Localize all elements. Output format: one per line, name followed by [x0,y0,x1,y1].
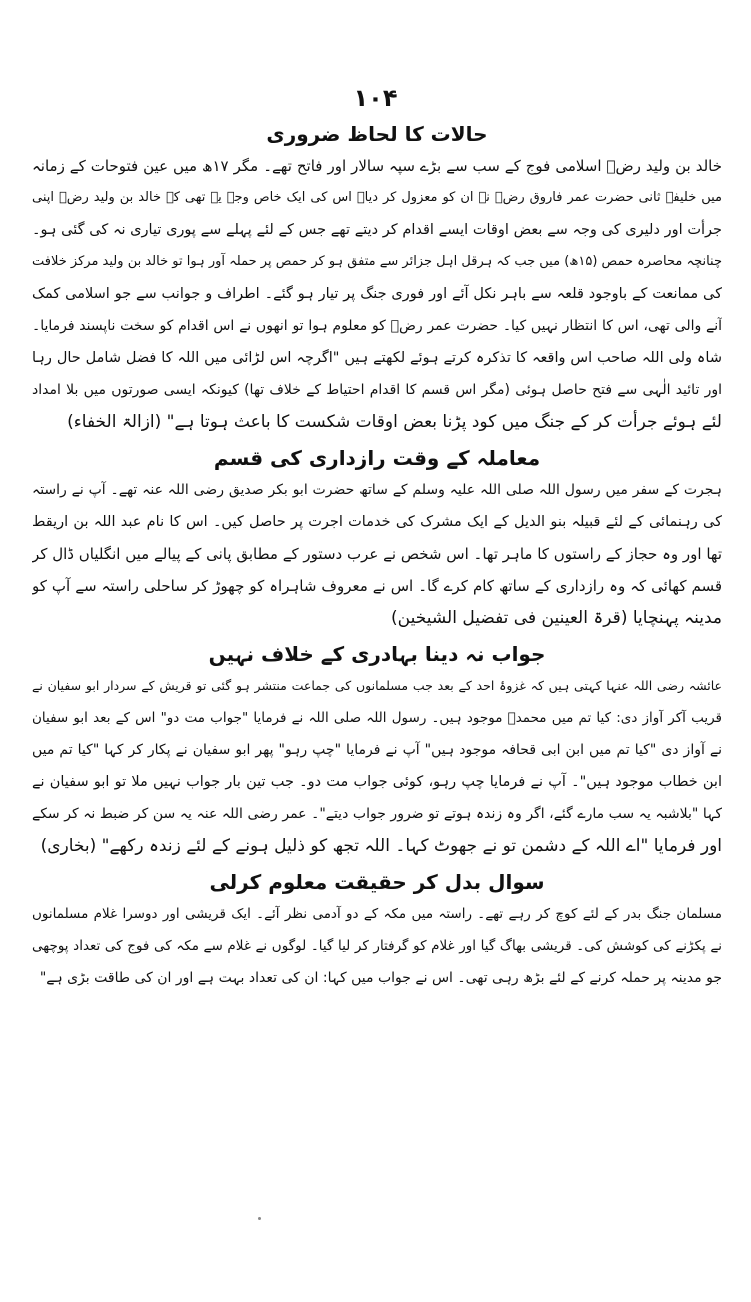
text-line: کی ممانعت کے باوجود قلعہ سے باہر نکل آئے اور فوری جنگ پر تیار ہو گئے۔ اطراف و جوانب سے جو اسلامی کمک [32,286,722,302]
text-line: آنے والی تھی، اس کا انتظار نہیں کیا۔ حضرت عمر رضؓ کو معلوم ہوا تو انھوں نے اس اقدام کو سخت ناپسند فرمایا۔ [32,318,722,334]
section-circumstances [32,118,722,438]
text-line: شاہ ولی اللہ صاحب اس واقعہ کا تذکرہ کرتے ہوئے لکھتے ہیں "اگرچہ اس لڑائی میں اللہ کا فضل شامل حال رہا [32,350,722,366]
text-line: اور فرمایا "اے اللہ کے دشمن تو نے جھوٹ کہا۔ اللہ تجھ کو ذلیل ہونے کے لئے زندہ رکھے" (بخاری) [40,836,722,856]
section-secrecy-oath [32,442,722,634]
text-line: عائشہ رضی اللہ عنہا کہتی ہیں کہ غزوۂ احد کے بعد جب مسلمانوں کی جماعت منتشر ہو گئی تو قریش کے سردار ابو سفیان نے [32,678,722,693]
section-heading: حالات کا لحاظ ضروری [266,122,488,146]
section-heading: معاملہ کے وقت رازداری کی قسم [213,446,541,470]
text-line: قریب آکر آواز دی: کیا تم میں محمدؐ موجود ہیں۔ رسول اللہ صلی اللہ نے فرمایا "جواب مت دو" اس کے بعد ابو سفیان [32,710,722,726]
text-line: تھا اور وہ حجاز کے راستوں کا ماہر تھا۔ اس شخص نے عرب دستور کے مطابق پانی کے پیالے میں انگلیاں ڈال کر [32,545,722,563]
text-line: نے آواز دی "کیا تم میں ابن ابی قحافہ موجود ہیں" آپ نے فرمایا "چپ رہو" پھر ابو سفیان نے پکار کر کہا "کیا تم میں [32,742,722,758]
text-line: کی رہنمائی کے لئے قبیلہ بنو الدیل کے ایک مشرک کی خدمات اجرت پر حاصل کیں۔ اس کا نام عبد اللہ بن اریقط [32,514,722,530]
text-line: مسلمان جنگ بدر کے لئے کوچ کر رہے تھے۔ راستہ میں مکہ کے دو آدمی نظر آئے۔ ایک قریشی اور دوسرا غلام مسلمانوں [32,906,722,922]
text-line: ہجرت کے سفر میں رسول اللہ صلی اللہ علیہ وسلم کے ساتھ حضرت ابو بکر صدیق رضی اللہ عنہ تھے۔ آپ نے راستہ [32,482,722,498]
text-line: میں خلیفہ ثانی حضرت عمر فاروق رضؓ نے ان کو معزول کر دیا۔ اس کی ایک خاص وجہ یہ تھی کہ خالد بن ولید رضؓ اپنی [32,190,722,205]
text-line: خالد بن ولید رضؓ اسلامی فوج کے سب سے بڑے سپہ سالار اور فاتح تھے۔ مگر ۱۷ھ میں عین فتوحات کے زمانہ [32,157,722,175]
text-line: چنانچہ محاصرہ حمص (۱۵ھ) میں جب کہ ہرقل اہل جزائر سے متفق ہو کر حمص پر حملہ آور ہوا تو خالد بن ولید مرکز خلافت [32,254,722,269]
section-heading: جواب نہ دینا بہادری کے خلاف نہیں [208,642,546,666]
text-line: مدینہ پہنچایا (قرۃ العینین فی تفضیل الشیخین) [391,608,722,628]
text-line: کہا "بلاشبہ یہ سب مارے گئے، اگر وہ زندہ ہوتے تو ضرور جواب دیتے"۔ عمر رضی اللہ عنہ یہ سن کر ضبط نہ کر سکے [32,806,722,822]
text-line: اور تائید الٰہی سے فتح حاصل ہوئی (مگر اس قسم کا اقدام احتیاط کے خلاف تھا) کیونکہ ایسی صورتوں میں بلا امداد [32,382,722,398]
text-line: نے پکڑنے کی کوشش کی۔ قریشی بھاگ گیا اور غلام کو گرفتار کر لیا گیا۔ لوگوں نے غلام سے مکہ کی فوج کی تعداد پوچھی [32,938,722,954]
text-line: ابن خطاب موجود ہیں"۔ آپ نے فرمایا چپ رہو، کوئی جواب مت دو۔ جب تین بار جواب نہیں ملا تو ابو سفیان نے [32,774,722,790]
page-content [32,118,722,998]
text-line: قسم کھائی کہ وہ رازداری کے ساتھ کام کرے گا۔ اس نے معروف شاہراہ کو چھوڑ کر ساحلی راستہ سے آپ کو [32,577,722,595]
section-changed-question [32,866,722,994]
text-line: جو مدینہ پر حملہ کرنے کے لئے بڑھ رہی تھی۔ اس نے جواب میں کہا: ان کی تعداد بہت ہے اور ان کی طاقت بڑی ہے" [39,970,722,986]
section-heading: سوال بدل کر حقیقت معلوم کرلی [209,870,545,894]
section-silence-not-cowardice [32,638,722,862]
scan-speck [258,1217,261,1220]
text-line: لئے ہوئے جرأت کر کے جنگ میں کود پڑنا بعض اوقات شکست کا باعث ہوتا ہے" (ازالۃ الخفاء) [67,412,722,432]
text-line: جرأت اور دلیری کی وجہ سے بعض اوقات ایسے اقدام کر دیتے تھے جس کے لئے پہلے سے پوری تیاری نہ کی گئی ہو۔ [32,222,722,238]
page-number: ۱۰۴ [353,84,398,112]
